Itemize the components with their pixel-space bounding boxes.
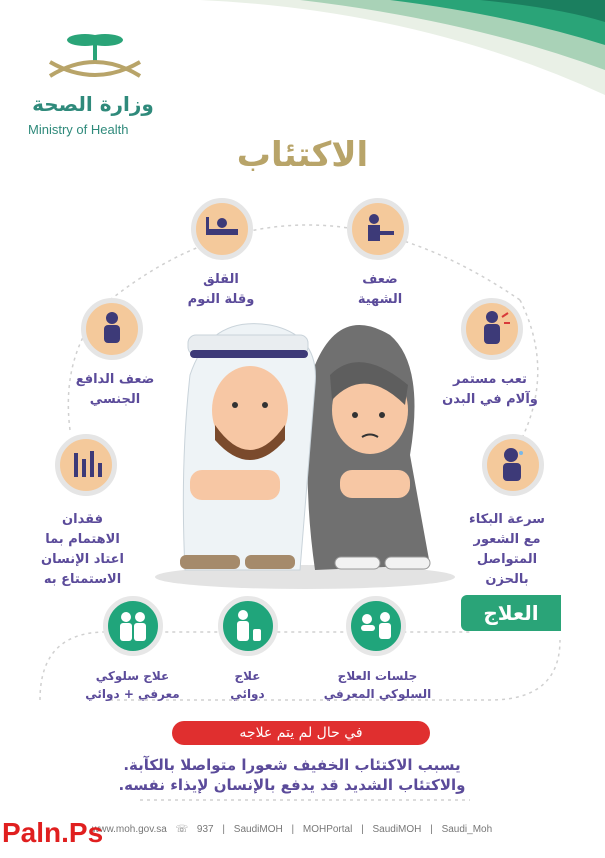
palm-swords-icon xyxy=(40,28,150,88)
therapy-icon xyxy=(346,596,406,656)
symptom-label-interest: فقدان الاهتمام بما اعتاد الإنسان الاستمتاع به xyxy=(41,512,124,587)
footer-portal[interactable]: MOHPortal xyxy=(302,824,353,835)
sad-couple-illustration xyxy=(150,305,460,595)
people-icon xyxy=(103,596,163,656)
symptom-label-crying: سرعة البكاء مع الشعور المتواصل بالحزن xyxy=(469,512,545,587)
symptom-label-fatigue: تعب مستمر وآلام في البدن xyxy=(442,372,538,407)
treatment-label-therapy: جلسات العلاج السلوكي المعرفي xyxy=(323,669,432,701)
person-icon xyxy=(81,298,143,360)
instagram-icon: | xyxy=(361,824,364,835)
page-title: الاكتئاب xyxy=(236,135,369,175)
eating-icon xyxy=(347,198,409,260)
logo-english-text: Ministry of Health xyxy=(28,122,129,137)
pain-icon xyxy=(461,298,523,360)
symptom-label-appetite: ضعف الشهية xyxy=(357,272,403,307)
logo-arabic-text: وزارة الصحة xyxy=(32,92,154,116)
footer-snapchat[interactable]: Saudi_Moh xyxy=(441,824,493,835)
sleep-icon xyxy=(191,198,253,260)
symptom-label-sleep: القلق وقلة النوم xyxy=(187,272,255,307)
youtube-icon: | xyxy=(291,824,295,835)
footer-contacts xyxy=(92,824,524,840)
footer-twitter[interactable]: SaudiMOH xyxy=(233,824,283,835)
treatment-label-combined: علاج سلوكي معرفي + دوائي xyxy=(85,669,180,701)
footer-website[interactable]: www.moh.gov.sa xyxy=(92,824,167,835)
moh-logo xyxy=(28,28,178,148)
medicine-icon xyxy=(218,596,278,656)
treatment-heading: العلاج xyxy=(461,595,561,631)
warning-text: يسبب الاكتئاب الخفيف شعورا متواصلا بالكآبة. والاكتئاب الشديد قد يدفع بالإنسان لإيذاء نفسه. xyxy=(118,756,466,794)
footer-instagram[interactable]: SaudiMOH xyxy=(372,824,422,835)
phone-icon: ☏ xyxy=(175,824,189,835)
treatment-label-medicine: علاج دوائي xyxy=(230,669,265,701)
snapchat-icon: | xyxy=(430,824,433,835)
symptom-label-libido: ضعف الدافع الجنسي xyxy=(75,372,155,407)
warning-pill: في حال لم يتم علاجه xyxy=(172,721,430,745)
footer-phone[interactable]: 937 xyxy=(196,824,214,835)
crying-icon xyxy=(482,434,544,496)
twitter-icon: | xyxy=(222,824,225,835)
watermark: Paln.Ps xyxy=(2,817,104,848)
chart-icon xyxy=(55,434,117,496)
